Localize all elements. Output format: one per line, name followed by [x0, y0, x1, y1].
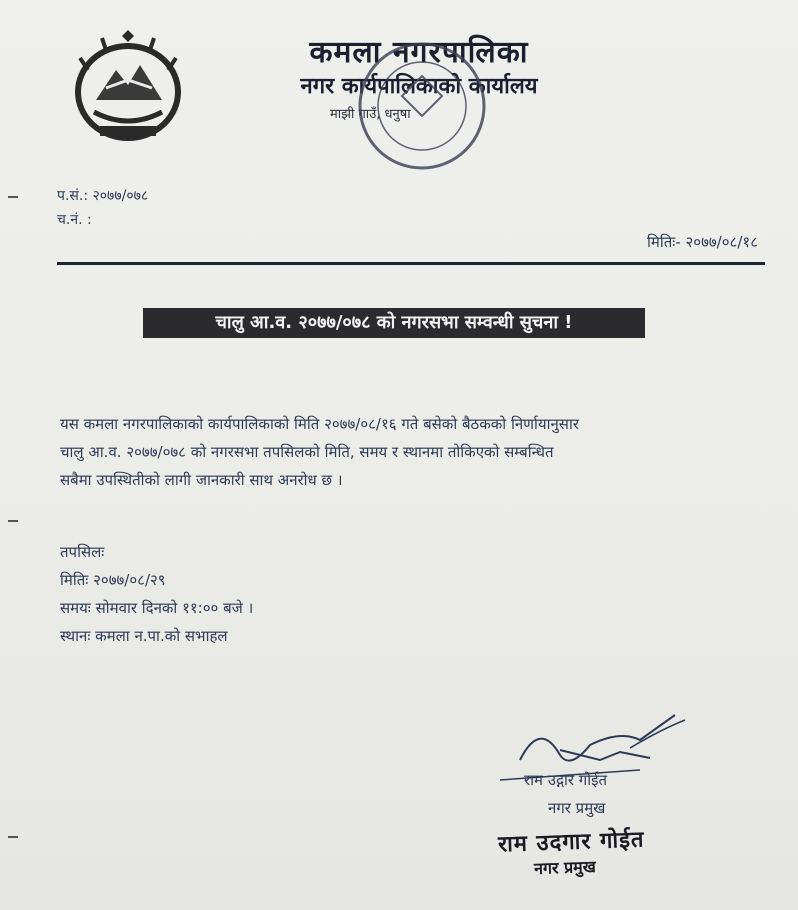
letter-number: प.सं.: २०७७/०७८	[57, 188, 149, 204]
notice-line: सबैमा उपस्थितीको लागी जानकारी साथ अनरोध छ ।	[60, 471, 343, 489]
notice-body	[60, 410, 750, 494]
meeting-time: समयः सोमवार दिनको ११:०० बजे ।	[60, 599, 254, 617]
dispatch-number: च.नं. :	[57, 212, 92, 228]
signatory-name: राम उद्गार गोईत	[524, 771, 608, 789]
notice-line: चालु आ.व. २०७७/०७८ को नगरसभा तपसिलको मिति, समय र स्थानमा तोकिएको सम्बन्धित	[60, 443, 554, 461]
office-stamp-icon	[352, 36, 492, 176]
meeting-place: स्थानः कमला न.पा.को सभाहल	[60, 627, 228, 645]
municipality-name: कमला नगरपालिका	[309, 35, 529, 70]
schedule-details	[60, 538, 253, 650]
punch-mark	[8, 836, 18, 838]
notice-title: चालु आ.व. २०७७/०७८ को नगरसभा सम्वन्धी सुचना !	[143, 308, 645, 338]
letter-date: मितिः- २०७७/०८/१८	[646, 233, 758, 251]
office-address: माझी गाउँ, धनुषा	[330, 107, 411, 122]
meeting-date: मितिः २०७७/०८/२९	[60, 571, 166, 589]
seal-name: राम उदगार गोईत	[497, 827, 645, 858]
seal-title: नगर प्रमुख	[533, 856, 597, 879]
signatory-title: नगर प्रमुख	[548, 799, 606, 817]
punch-mark	[8, 520, 18, 522]
details-heading: तपसिलः	[60, 543, 105, 561]
header-divider	[57, 262, 765, 265]
office-name: नगर कार्यपालिकाको कार्यालय	[300, 74, 538, 99]
notice-line: यस कमला नगरपालिकाको कार्यपालिकाको मिति २०७७/०८/१६ गते बसेको बैठकको निर्णायानुसार	[60, 415, 579, 433]
punch-mark	[8, 196, 18, 198]
